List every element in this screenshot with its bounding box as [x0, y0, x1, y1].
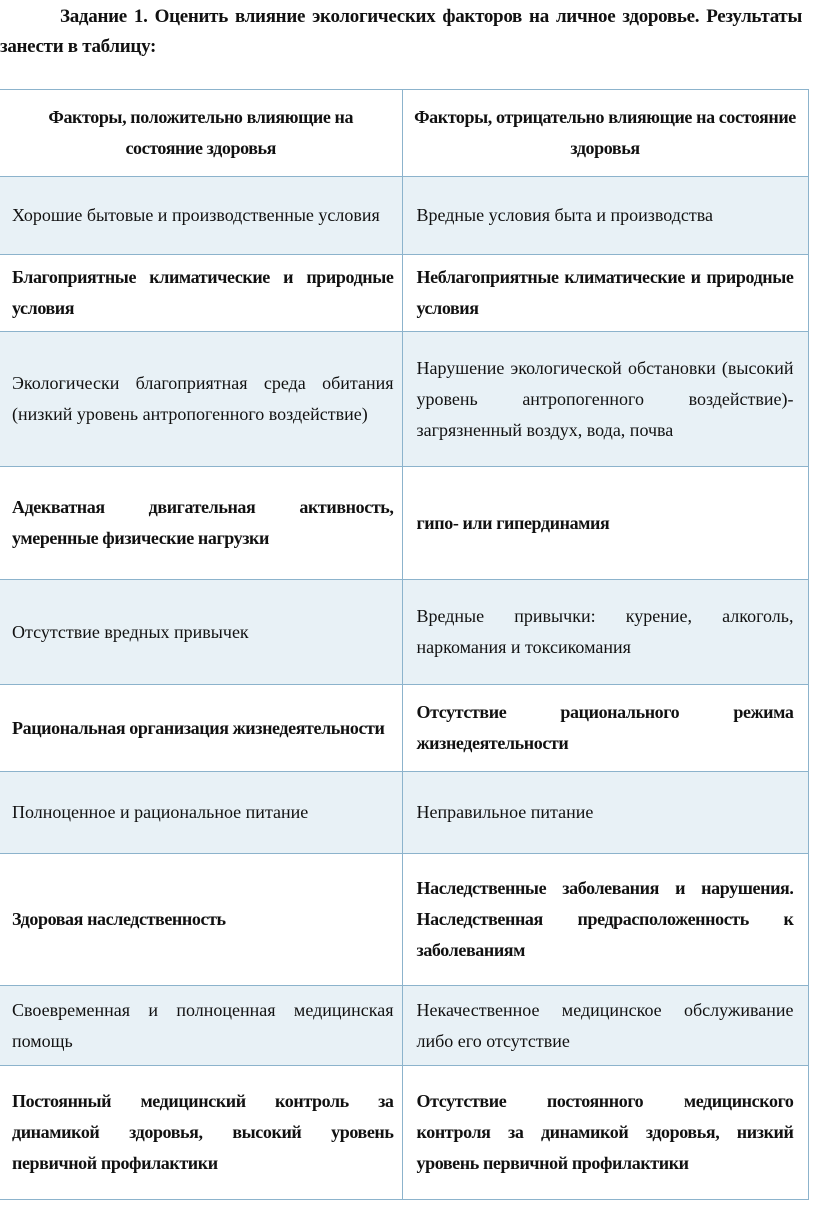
negative-cell: Отсутствие постоянного медицинского контроля за динамикой здоровья, низкий уровень первичной профилактики — [402, 1066, 808, 1200]
table-row — [0, 854, 808, 986]
negative-cell: Вредные условия быта и производства — [402, 177, 808, 255]
positive-cell: Экологически благоприятная среда обитания (низкий уровень антропогенного воздействие) — [0, 332, 402, 467]
positive-cell: Отсутствие вредных привычек — [0, 580, 402, 685]
table-row — [0, 986, 808, 1066]
positive-cell: Постоянный медицинский контроль за динамикой здоровья, высокий уровень первичной профилактики — [0, 1066, 402, 1200]
negative-cell: Неблагоприятные климатические и природные условия — [402, 255, 808, 332]
table-row — [0, 332, 808, 467]
negative-cell: гипо- или гипердинамия — [402, 467, 808, 580]
table-row — [0, 255, 808, 332]
table-row — [0, 177, 808, 255]
table-row — [0, 685, 808, 772]
table-row — [0, 580, 808, 685]
header-negative: Факторы, отрицательно влияющие на состояние здоровья — [402, 90, 808, 177]
positive-cell: Хорошие бытовые и производственные условия — [0, 177, 402, 255]
negative-cell: Неправильное питание — [402, 772, 808, 854]
positive-cell: Благоприятные климатические и природные условия — [0, 255, 402, 332]
table-row — [0, 1066, 808, 1200]
task-heading: Задание 1. Оценить влияние экологических факторов на личное здоровье. Результаты занести в таблицу: — [0, 6, 802, 57]
table-header-row — [0, 90, 808, 177]
negative-cell: Вредные привычки: курение, алкоголь, наркомания и токсикомания — [402, 580, 808, 685]
positive-cell: Адекватная двигательная активность, умеренные физические нагрузки — [0, 467, 402, 580]
negative-cell: Отсутствие рационального режима жизнедеятельности — [402, 685, 808, 772]
table-row — [0, 772, 808, 854]
factors-table — [0, 89, 809, 1200]
positive-cell: Рациональная организация жизнедеятельности — [0, 685, 402, 772]
header-positive: Факторы, положительно влияющие на состояние здоровья — [0, 90, 402, 177]
positive-cell: Здоровая наследственность — [0, 854, 402, 986]
negative-cell: Нарушение экологической обстановки (высокий уровень антропогенного воздействие)- загрязненный воздух, вода, почва — [402, 332, 808, 467]
negative-cell: Наследственные заболевания и нарушения. Наследственная предрасположенность к заболеваниям — [402, 854, 808, 986]
negative-cell: Некачественное медицинское обслуживание либо его отсутствие — [402, 986, 808, 1066]
positive-cell: Полноценное и рациональное питание — [0, 772, 402, 854]
positive-cell: Своевременная и полноценная медицинская помощь — [0, 986, 402, 1066]
table-row — [0, 467, 808, 580]
